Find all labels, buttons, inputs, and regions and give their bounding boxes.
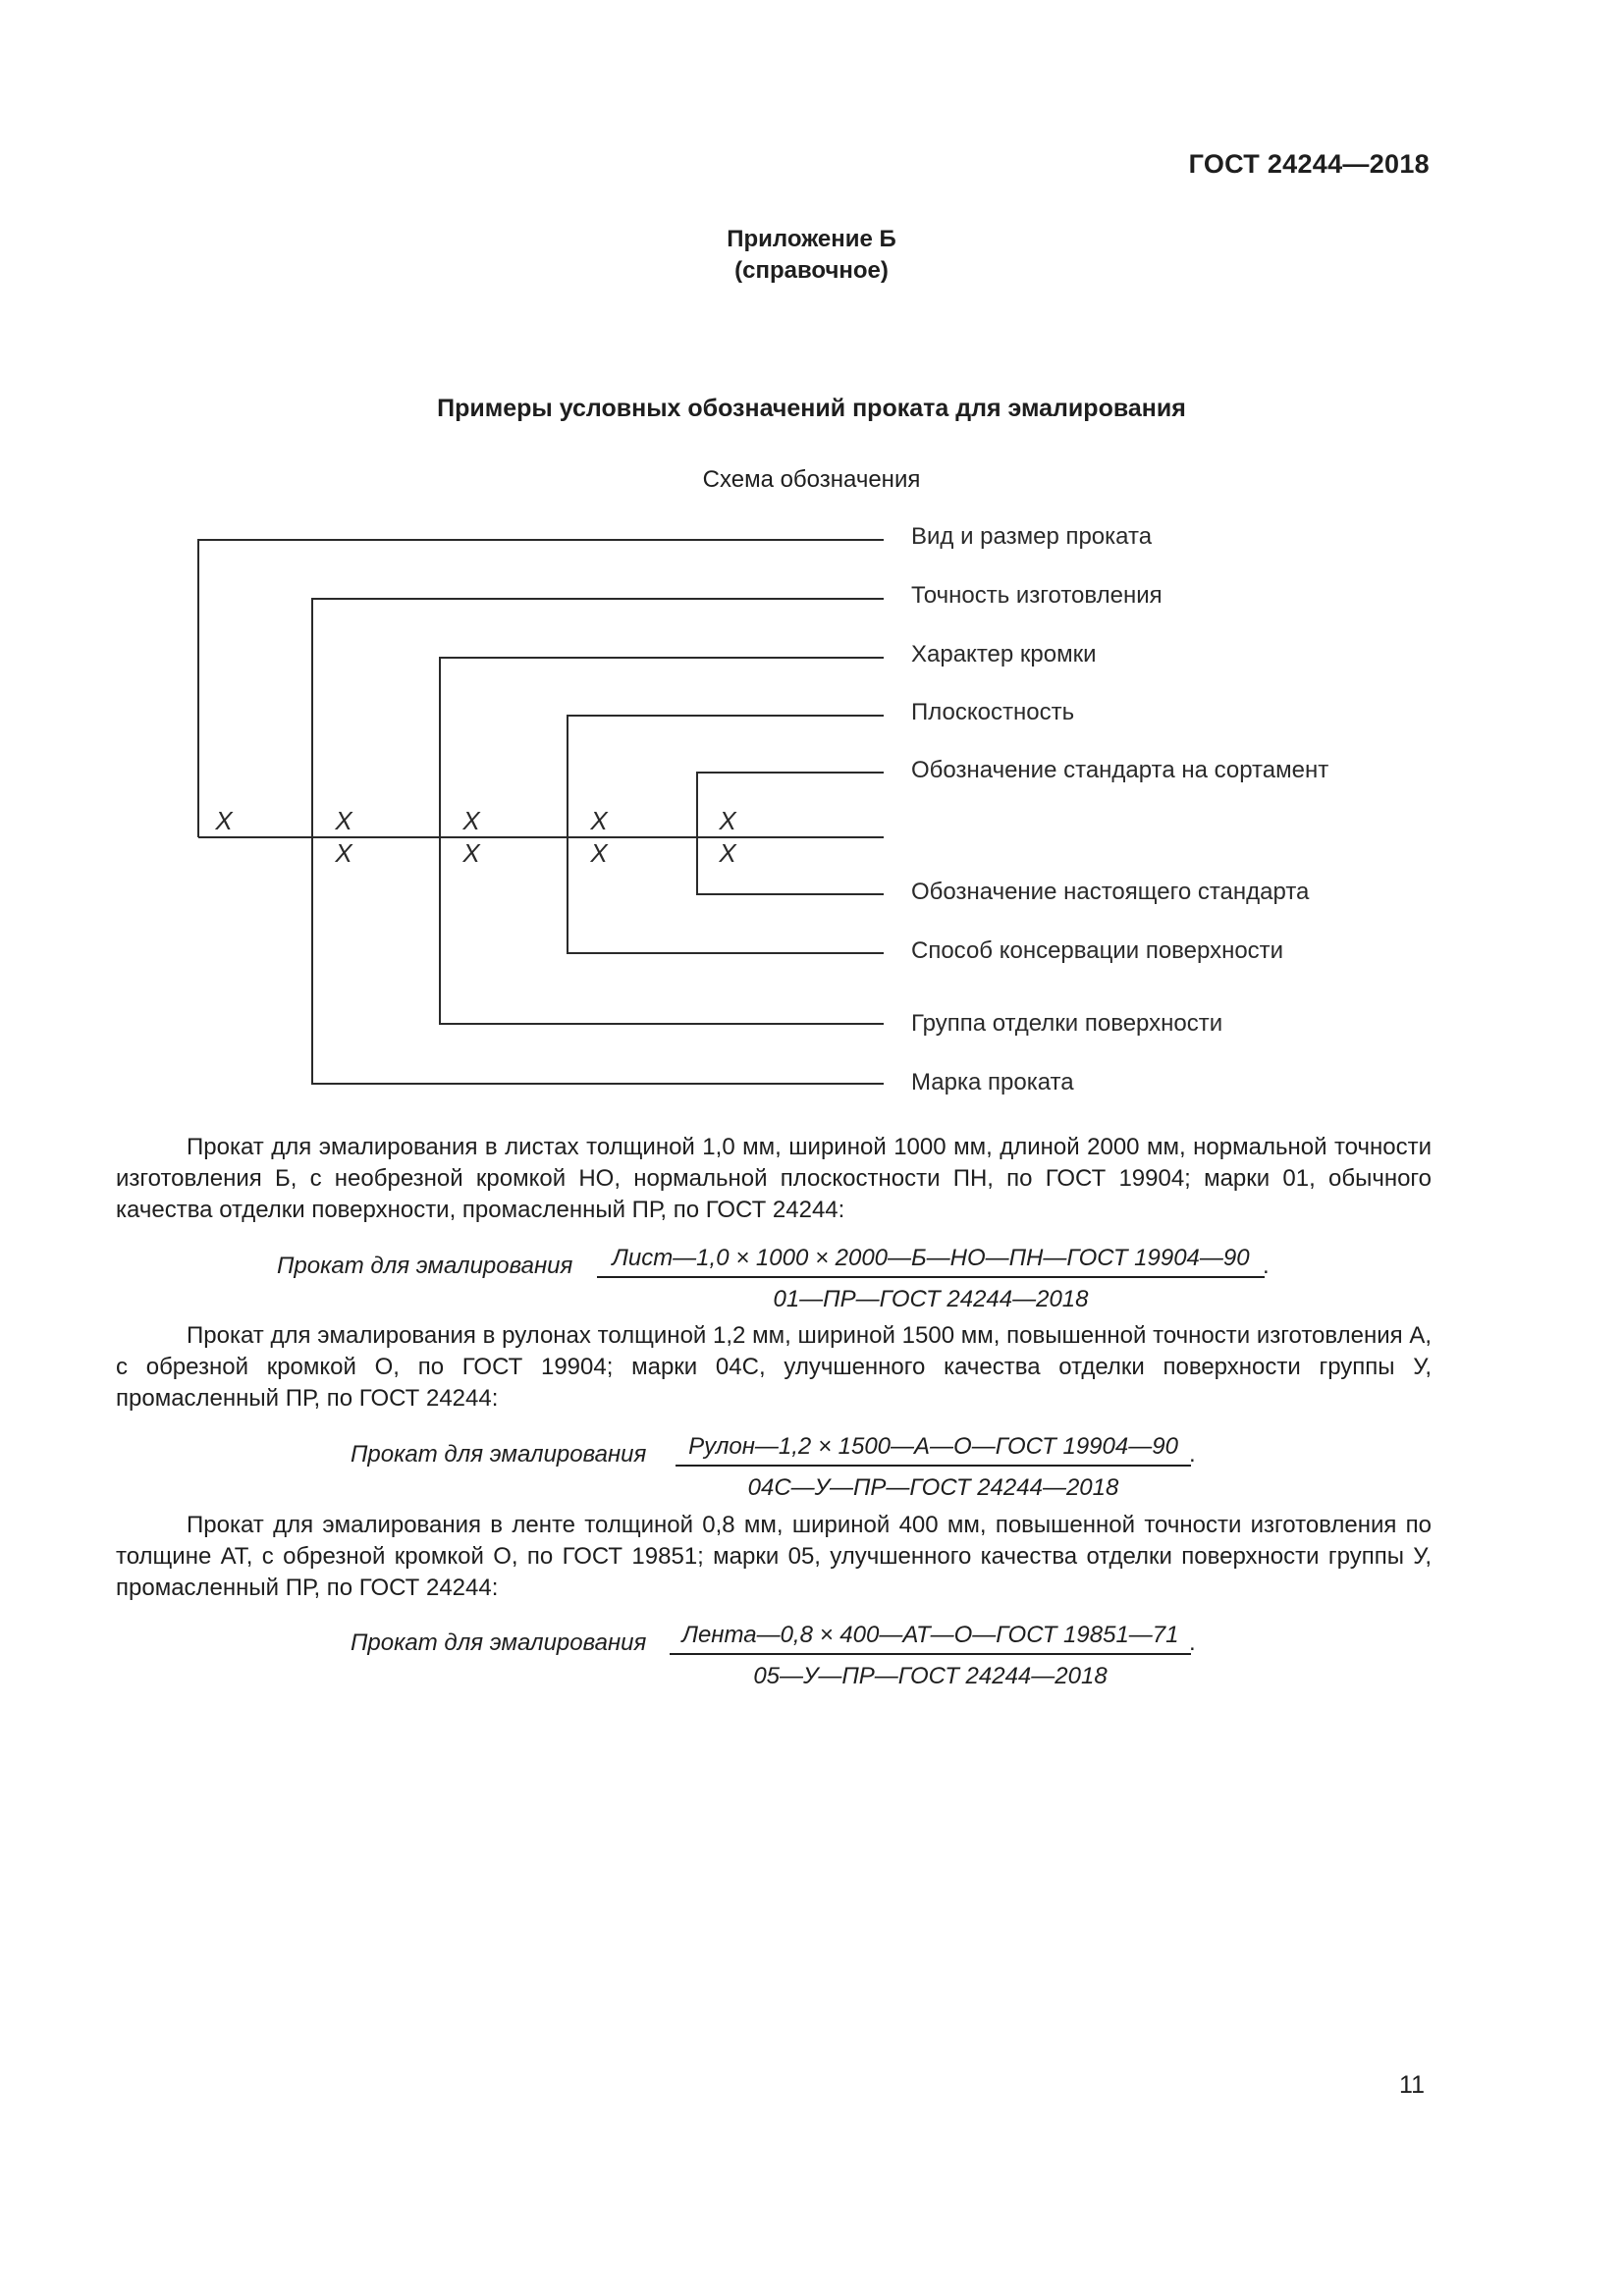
marker-bottom-4: X [590,838,608,868]
scheme-label-assortment-standard: Обозначение стандарта на сортамент [911,757,1329,783]
marker-bottom-3: X [462,838,480,868]
formula-numerator: Лента—0,8 × 400—АТ—О—ГОСТ 19851—71 [670,1622,1191,1655]
document-code: ГОСТ 24244—2018 [1188,149,1430,179]
formula-fraction [597,1245,1265,1313]
marker-top-5: X [719,806,736,835]
formula-fraction [670,1622,1191,1690]
formula-period: . [1263,1253,1270,1279]
bracket-bottom-4 [312,837,884,1084]
example-2-description: Прокат для эмалирования в рулонах толщиной 1,2 мм, шириной 1500 мм, повышенной точности изготовления А, с обрезной кромкой О, по ГОСТ 19904; марки 04С, улучшенного качества отделки поверхности группы У, промасленный ПР, по ГОСТ 24244: [116,1322,1432,1412]
formula-prefix: Прокат для эмалирования [351,1629,647,1656]
scheme-label-flatness: Плоскостность [911,699,1075,725]
appendix-title: Приложение Б [727,226,896,252]
scheme-label-grade: Марка проката [911,1069,1074,1095]
bracket-bottom-3 [440,837,884,1024]
scheme-label-accuracy: Точность изготовления [911,582,1163,609]
marker-top-4: X [590,806,608,835]
formula-numerator: Рулон—1,2 × 1500—А—О—ГОСТ 19904—90 [676,1433,1191,1467]
formula-denominator: 04С—У—ПР—ГОСТ 24244—2018 [747,1474,1119,1501]
marker-bottom-2: X [335,838,352,868]
bracket-top-2 [312,599,884,837]
formula-prefix: Прокат для эмалирования [351,1441,647,1468]
scheme-label-edge: Характер кромки [911,641,1097,667]
example-3-description: Прокат для эмалирования в ленте толщиной 0,8 мм, шириной 400 мм, повышенной точности изготовления по толщине АТ, с обрезной кромкой О, по ГОСТ 19851; марки 05, улучшенного качества отделки поверхности группы У, промасленный ПР, по ГОСТ 24244: [116,1512,1432,1601]
scheme-label-type-size: Вид и размер проката [911,523,1153,550]
marker-top-2: X [335,806,352,835]
page-title: Примеры условных обозначений проката для эмалирования [437,395,1186,422]
scheme-label-finish-group: Группа отделки поверхности [911,1010,1223,1037]
formula-period: . [1189,1629,1196,1656]
appendix-subtitle: (справочное) [734,257,889,284]
formula-prefix: Прокат для эмалирования [277,1253,573,1279]
designation-scheme-diagram [0,0,1623,1119]
formula-denominator: 05—У—ПР—ГОСТ 24244—2018 [753,1663,1108,1689]
bracket-top-3 [440,658,884,837]
formula-denominator: 01—ПР—ГОСТ 24244—2018 [773,1286,1089,1312]
example-1-formula [0,1245,1623,1317]
formula-fraction [676,1433,1191,1502]
bracket-top-1 [198,540,884,837]
marker-top-3: X [462,806,480,835]
formula-period: . [1189,1441,1196,1468]
page-number: 11 [1399,2071,1425,2099]
marker-bottom-5: X [719,838,736,868]
example-1-description: Прокат для эмалирования в листах толщиной 1,0 мм, шириной 1000 мм, длиной 2000 мм, нормальной точности изготовления Б, с необрезной кромкой НО, нормальной плоскостности ПН, по ГОСТ 19904; марки 01, обычного качества отделки поверхности, промасленный ПР, по ГОСТ 24244: [116,1134,1432,1223]
marker-top-1: X [215,806,233,835]
formula-numerator: Лист—1,0 × 1000 × 2000—Б—НО—ПН—ГОСТ 19904—90 [597,1245,1265,1278]
scheme-caption: Схема обозначения [702,466,921,493]
scheme-label-this-standard: Обозначение настоящего стандарта [911,879,1310,905]
example-2-formula [0,1433,1623,1506]
scheme-label-preservation: Способ консервации поверхности [911,937,1284,964]
scheme-lines [198,540,884,1084]
example-3-formula [0,1622,1623,1694]
